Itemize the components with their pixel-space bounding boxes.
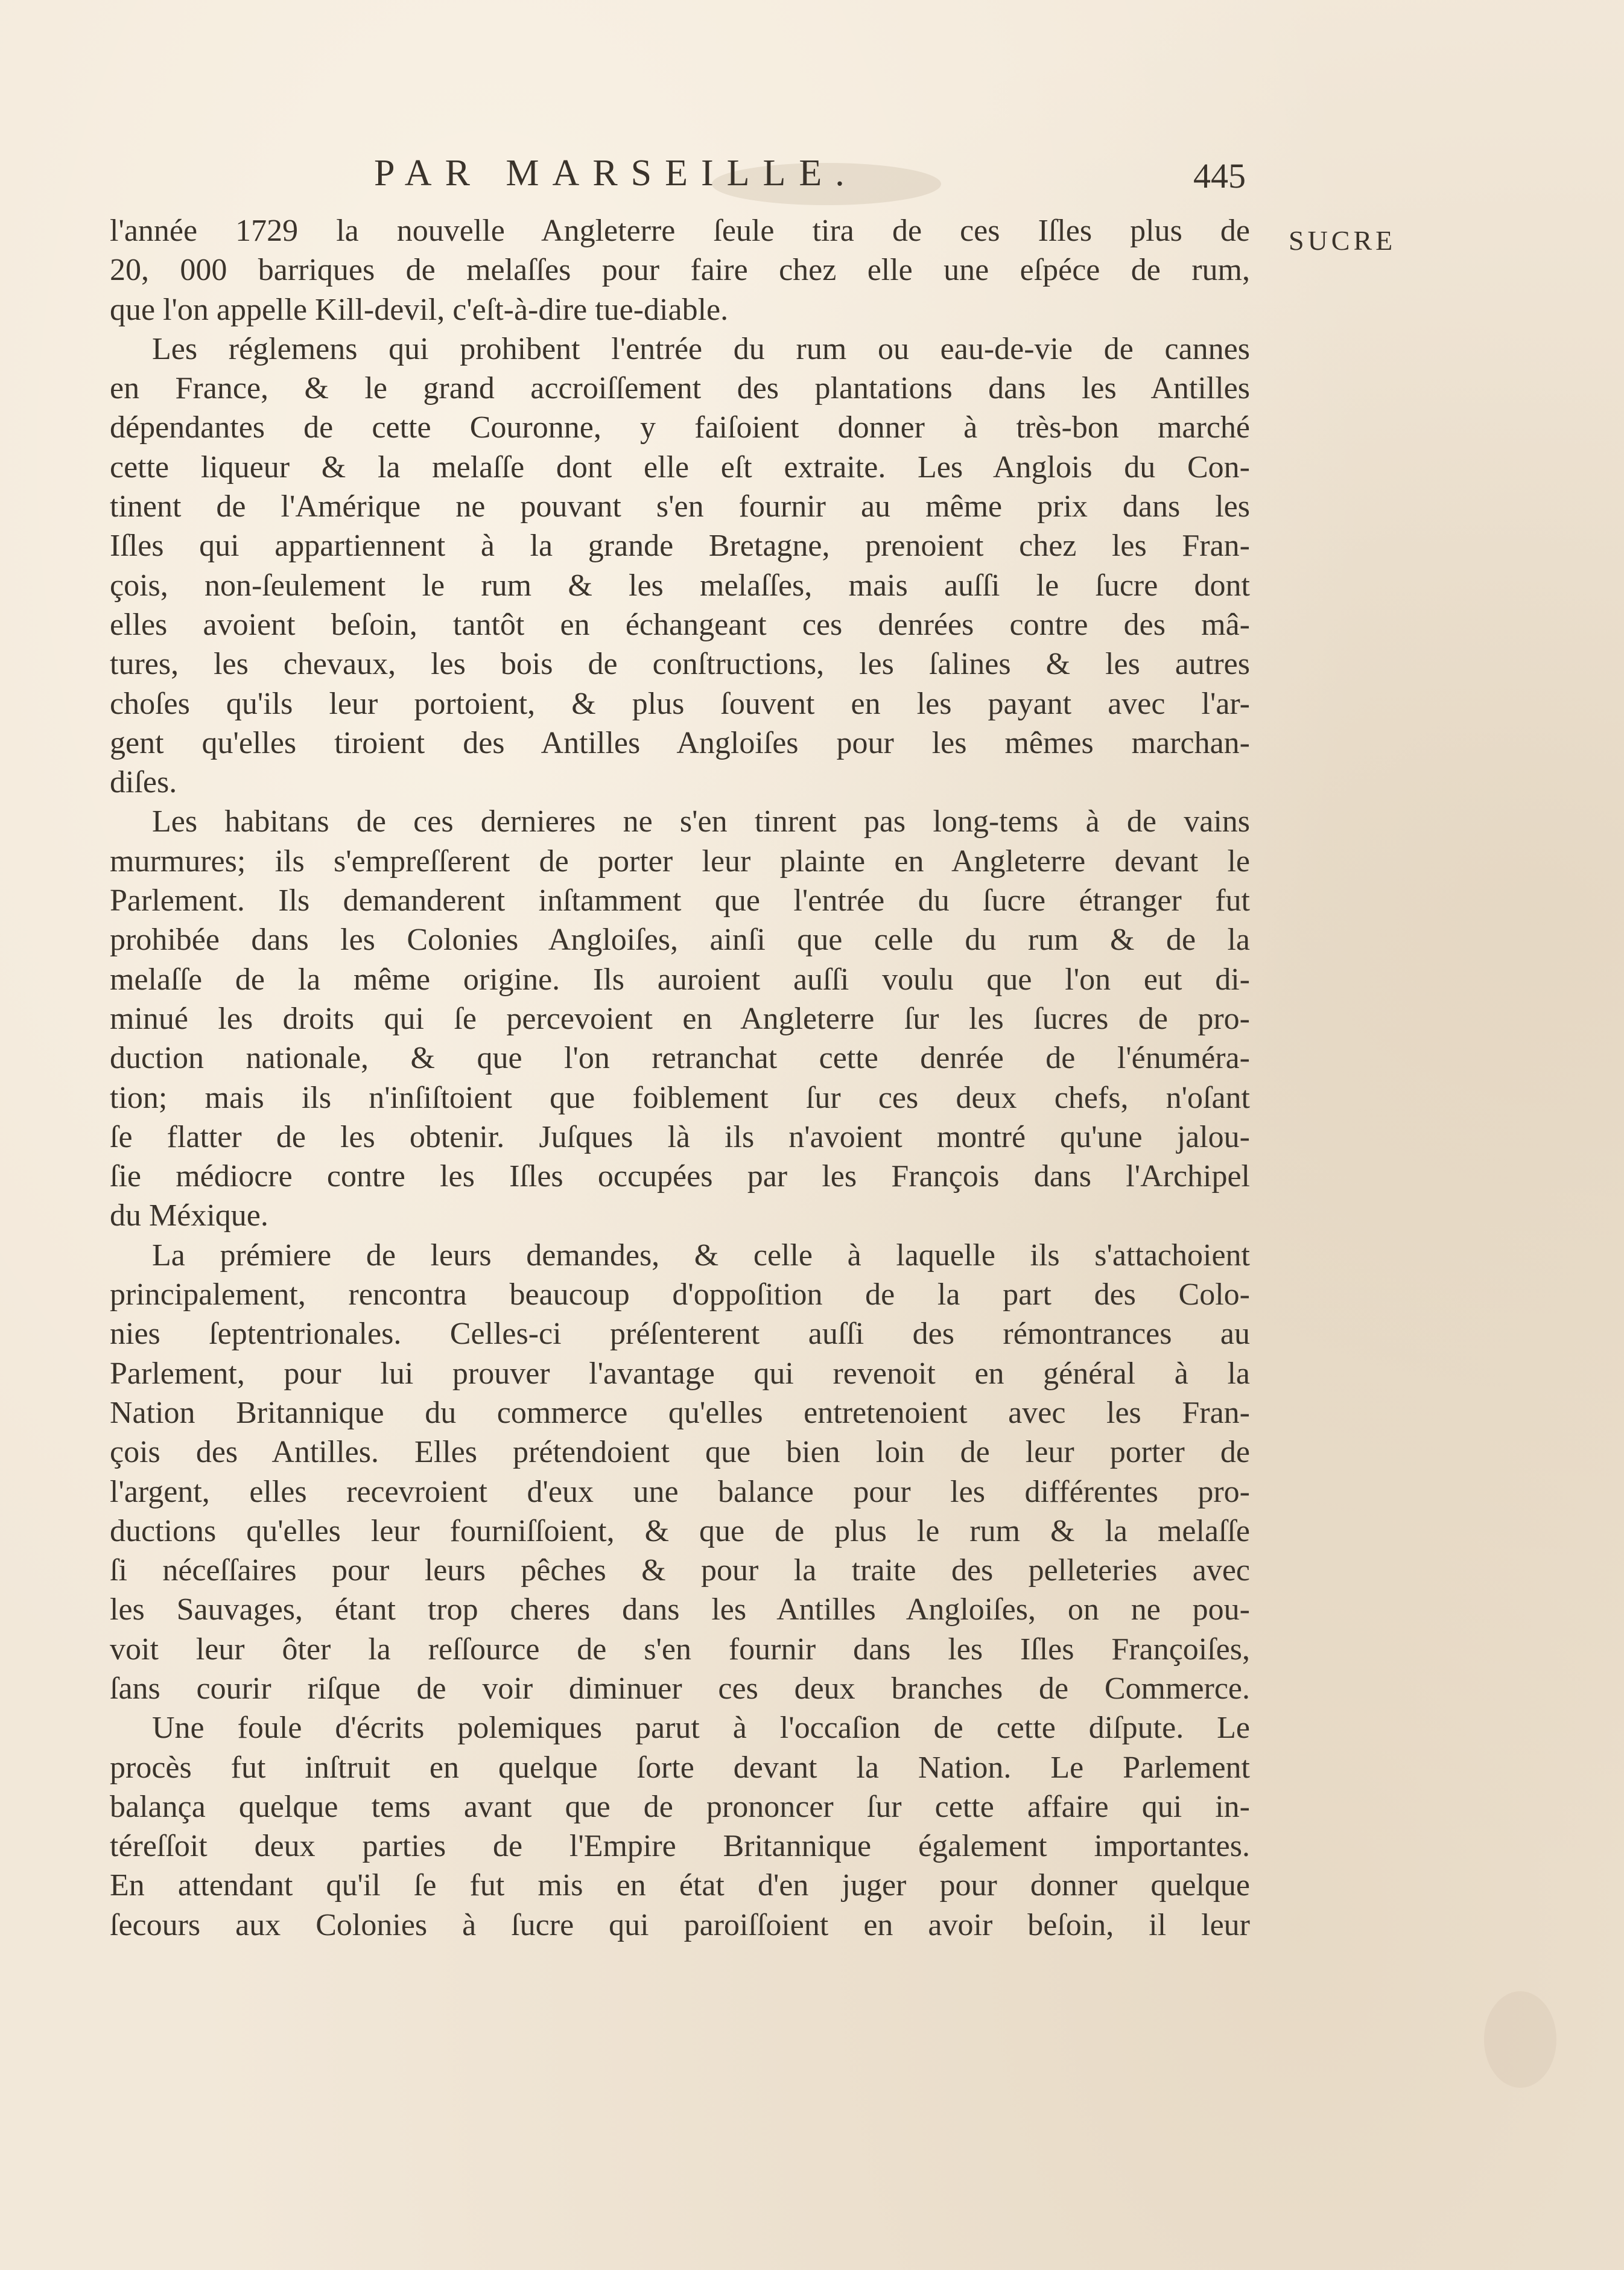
text-line: ſecours aux Colonies à ſucre qui paroiſſoient en avoir beſoin, il leur [110, 1907, 1250, 1942]
text-line: prohibée dans les Colonies Angloiſes, ainſi que celle du rum & de la [110, 923, 1250, 958]
text-line: tures, les chevaux, les bois de conſtructions, les ſalines & les autres [110, 647, 1250, 682]
text-line: dépendantes de cette Couronne, y faiſoient donner à très-bon marché [110, 410, 1250, 445]
text-line: choſes qu'ils leur portoient, & plus ſouvent en les payant avec l'ar- [110, 686, 1250, 721]
text-line: Les habitans de ces dernieres ne s'en tinrent pas long-tems à de vains [152, 804, 1250, 839]
text-line: tion; mais ils n'inſiſtoient que foiblement ſur ces deux chefs, n'oſant [110, 1080, 1250, 1115]
text-line: Une foule d'écrits polemiques parut à l'occaſion de cette diſpute. Le [152, 1711, 1250, 1746]
text-line: ſie médiocre contre les Iſles occupées par les François dans l'Archipel [110, 1159, 1250, 1194]
text-line: cette liqueur & la melaſſe dont elle eſt extraite. Les Anglois du Con- [110, 450, 1250, 485]
text-line: nies ſeptentrionales. Celles-ci préſenterent auſſi des rémontrances au [110, 1317, 1250, 1352]
text-line: du Méxique. [110, 1198, 268, 1233]
text-line: Parlement. Ils demanderent inſtamment que l'entrée du ſucre étranger fut [110, 883, 1250, 918]
page-number: 445 [1193, 156, 1246, 196]
text-line: en France, & le grand accroiſſement des plantations dans les Antilles [110, 371, 1250, 406]
text-line: çois, non-ſeulement le rum & les melaſſes, mais auſſi le ſucre dont [110, 568, 1250, 603]
text-line: tinent de l'Amérique ne pouvant s'en fournir au même prix dans les [110, 489, 1250, 524]
body-text [110, 211, 1250, 1945]
text-line: voit leur ôter la reſſource de s'en fournir dans les Iſles Françoiſes, [110, 1632, 1250, 1667]
text-line: En attendant qu'il ſe fut mis en état d'en juger pour donner quelque [110, 1868, 1250, 1903]
text-line: procès fut inſtruit en quelque ſorte devant la Nation. Le Parlement [110, 1750, 1250, 1785]
text-line: ſans courir riſque de voir diminuer ces deux branches de Commerce. [110, 1671, 1250, 1706]
text-line: elles avoient beſoin, tantôt en échangeant ces denrées contre des mâ- [110, 607, 1250, 642]
text-line: melaſſe de la même origine. Ils auroient auſſi voulu que l'on eut di- [110, 962, 1250, 997]
paper-stain [1484, 1991, 1556, 2088]
text-line: que l'on appelle Kill-devil, c'eſt-à-dire tue-diable. [110, 292, 729, 327]
text-line: minué les droits qui ſe percevoient en Angleterre ſur les ſucres de pro- [110, 1001, 1250, 1036]
text-line: l'année 1729 la nouvelle Angleterre ſeule tira de ces Iſles plus de [110, 214, 1250, 248]
text-line: principalement, rencontra beaucoup d'oppoſition de la part des Colo- [110, 1277, 1250, 1312]
running-head: PAR MARSEILLE. [374, 153, 858, 194]
text-line: l'argent, elles recevroient d'eux une balance pour les différentes pro- [110, 1474, 1250, 1509]
text-line: Les réglemens qui prohibent l'entrée du rum ou eau-de-vie de cannes [152, 331, 1250, 366]
margin-note: SUCRE [1289, 225, 1397, 256]
text-line: duction nationale, & que l'on retranchat cette denrée de l'énuméra- [110, 1041, 1250, 1076]
text-line: diſes. [110, 765, 177, 800]
text-line: ſi néceſſaires pour leurs pêches & pour la traite des pelleteries avec [110, 1553, 1250, 1588]
text-line: balança quelque tems avant que de prononcer ſur cette affaire qui in- [110, 1789, 1250, 1824]
text-line: téreſſoit deux parties de l'Empire Britannique également importantes. [110, 1829, 1250, 1864]
text-line: Parlement, pour lui prouver l'avantage qui revenoit en général à la [110, 1356, 1250, 1391]
text-line: 20, 000 barriques de melaſſes pour faire chez elle une eſpéce de rum, [110, 253, 1250, 288]
text-line: La prémiere de leurs demandes, & celle à laquelle ils s'attachoient [152, 1238, 1250, 1273]
text-line: çois des Antilles. Elles prétendoient que bien loin de leur porter de [110, 1435, 1250, 1470]
text-line: ſe flatter de les obtenir. Juſques là ils n'avoient montré qu'une jalou- [110, 1119, 1250, 1154]
text-line: murmures; ils s'empreſſerent de porter leur plainte en Angleterre devant le [110, 844, 1250, 879]
text-line: Iſles qui appartiennent à la grande Bretagne, prenoient chez les Fran- [110, 529, 1250, 564]
text-line: gent qu'elles tiroient des Antilles Angloiſes pour les mêmes marchan- [110, 725, 1250, 760]
text-line: ductions qu'elles leur fourniſſoient, & que de plus le rum & la melaſſe [110, 1513, 1250, 1548]
text-line: Nation Britannique du commerce qu'elles entretenoient avec les Fran- [110, 1395, 1250, 1430]
text-line: les Sauvages, étant trop cheres dans les Antilles Angloiſes, on ne pou- [110, 1592, 1250, 1627]
